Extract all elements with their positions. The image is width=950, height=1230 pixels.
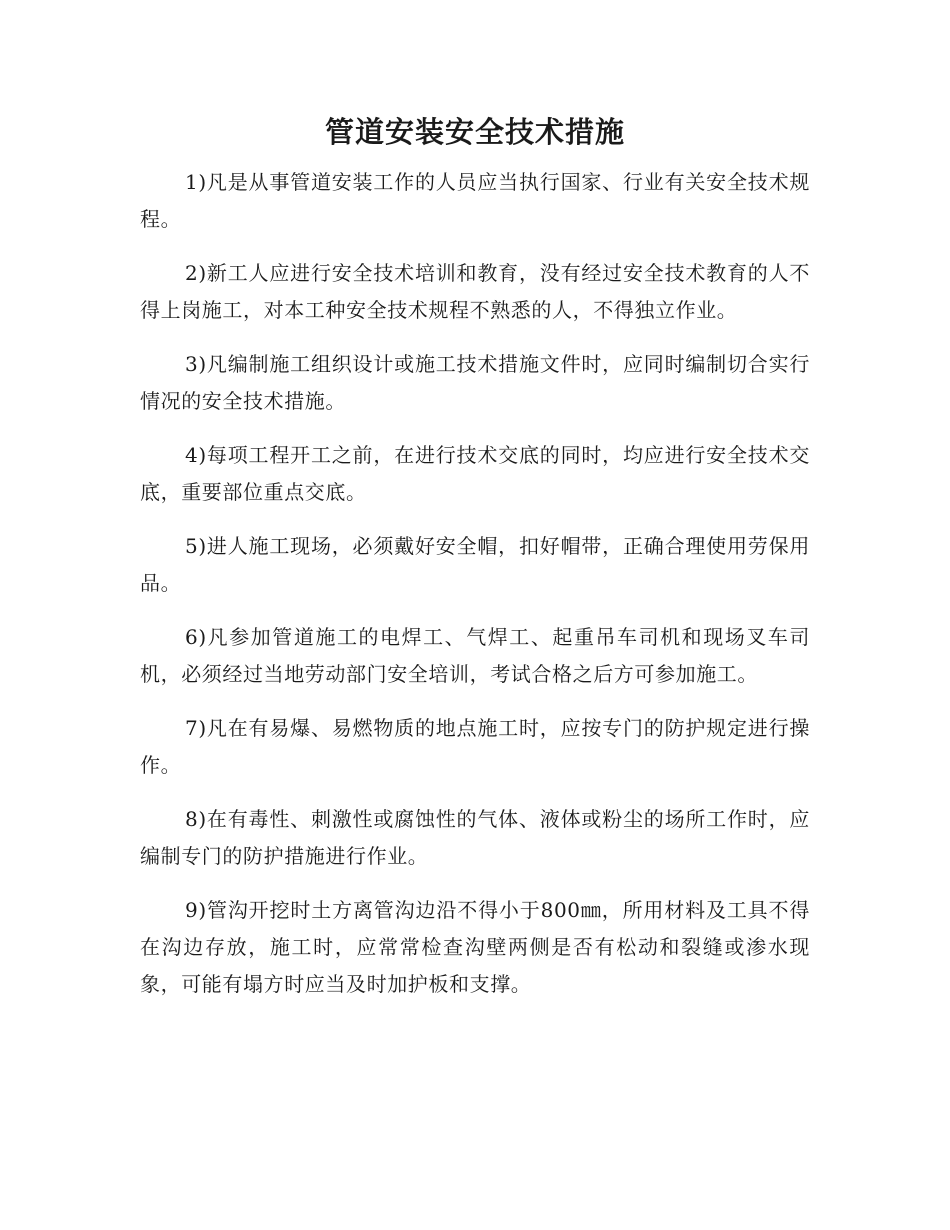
document-title: 管道安装安全技术措施 — [324, 115, 625, 149]
paragraph-8: 8)在有毒性、刺激性或腐蚀性的气体、液体或粉尘的场所工作时，应编制专门的防护措施进行作业。 — [140, 807, 810, 868]
paragraph-2: 2)新工人应进行安全技术培训和教育，没有经过安全技术教育的人不得上岗施工，对本工种安全技术规程不熟悉的人，不得独立作业。 — [140, 261, 810, 322]
paragraph-5: 5)进人施工现场，必须戴好安全帽，扣好帽带，正确合理使用劳保用品。 — [140, 534, 810, 595]
document-body — [140, 164, 810, 1020]
paragraph-6: 6)凡参加管道施工的电焊工、气焊工、起重吊车司机和现场叉车司机，必须经过当地劳动部门安全培训，考试合格之后方可参加施工。 — [140, 625, 810, 686]
paragraph-7: 7)凡在有易爆、易燃物质的地点施工时，应按专门的防护规定进行操作。 — [140, 716, 810, 777]
paragraph-1: 1)凡是从事管道安装工作的人员应当执行国家、行业有关安全技术规程。 — [140, 170, 810, 231]
paragraph-9: 9)管沟开挖时土方离管沟边沿不得小于800㎜，所用材料及工具不得在沟边存放，施工时，应常常检查沟壁两侧是否有松动和裂缝或渗水现象，可能有塌方时应当及时加护板和支撑。 — [140, 898, 810, 996]
paragraph-4: 4)每项工程开工之前，在进行技术交底的同时，均应进行安全技术交底，重要部位重点交底。 — [140, 443, 810, 504]
paragraph-3: 3)凡编制施工组织设计或施工技术措施文件时，应同时编制切合实行情况的安全技术措施。 — [140, 352, 810, 413]
